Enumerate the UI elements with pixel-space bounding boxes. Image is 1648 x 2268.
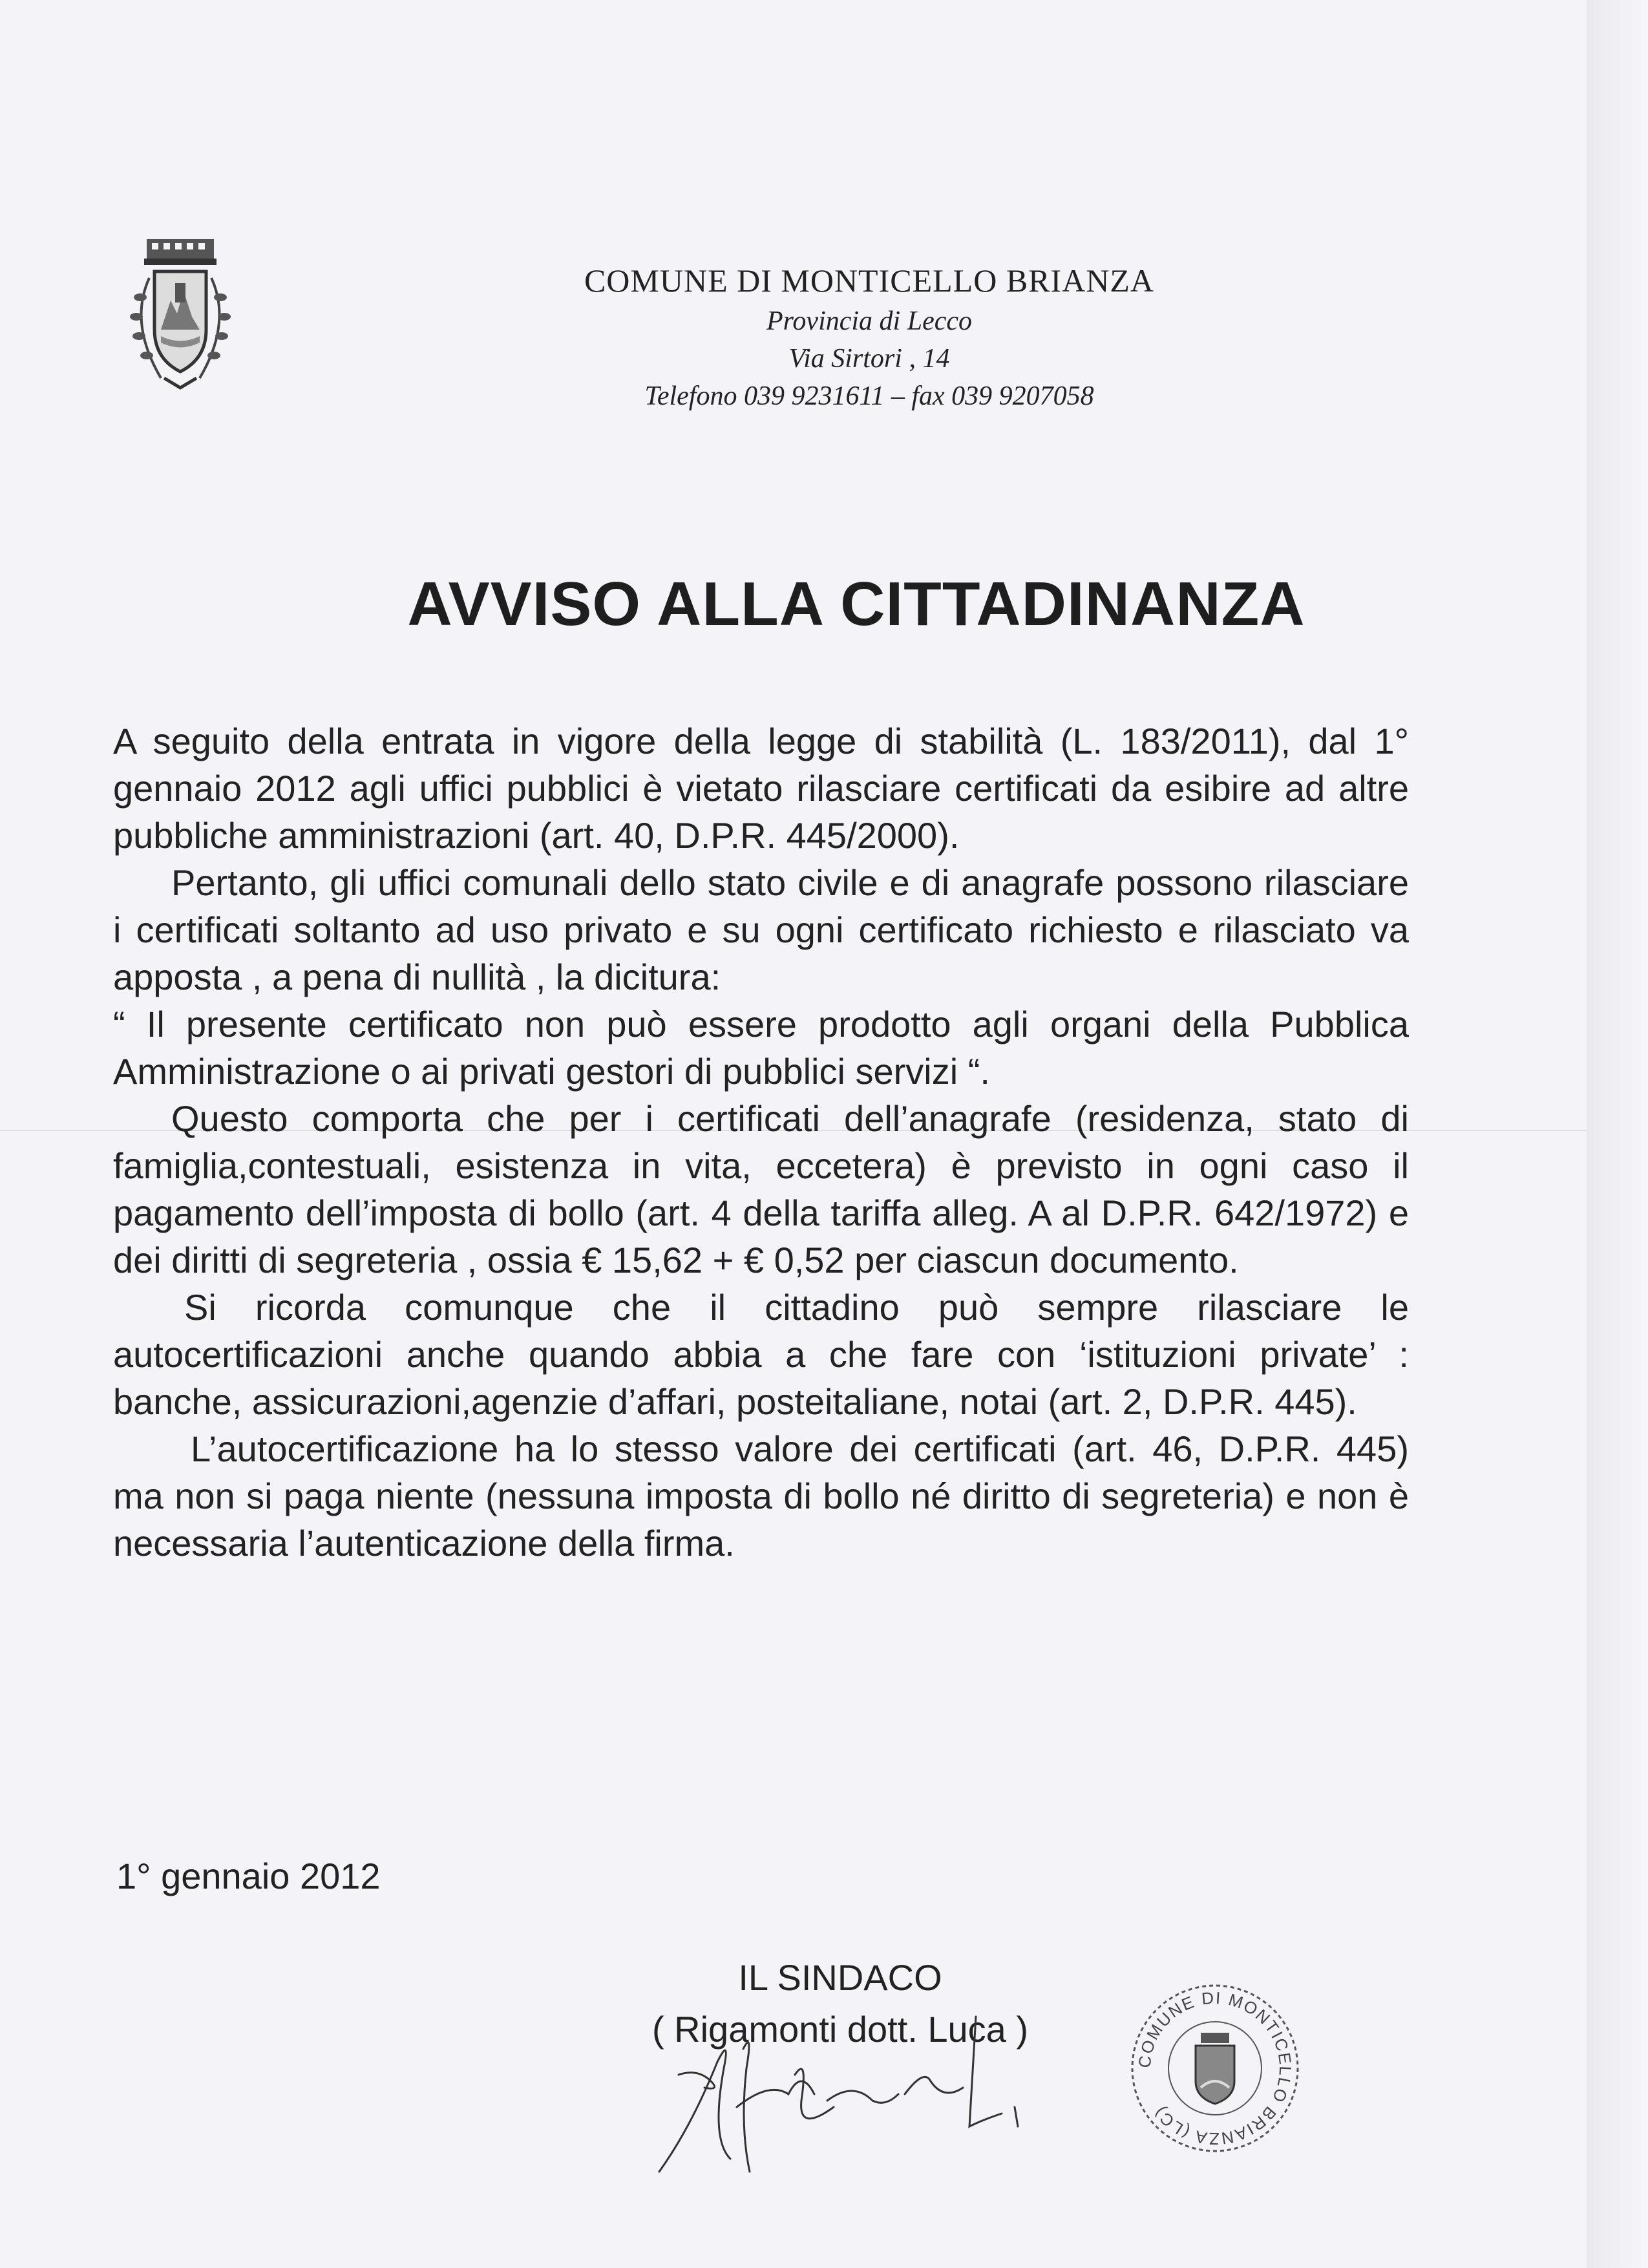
paragraph-4: Si ricorda comunque che il cittadino può sempre rilasciare le autocertificazioni anche quando abbia a che fare con ‘istituzioni private’ : banche, assicurazioni,agenzie d’affari, posteitaliane, notai (art. 2, D.P.R. 445). [113, 1287, 1409, 1422]
notice-title: AVVISO ALLA CITTADINANZA [407, 569, 1305, 639]
page-edge [1587, 0, 1648, 2268]
province: Provincia di Lecco [766, 306, 972, 336]
paragraph-5: L’autocertificazione ha lo stesso valore dei certificati (art. 46, D.P.R. 445) ma non si paga niente (nessuna imposta di bollo né diritto di segreteria) e non è necessaria l’autenticazione della firma. [113, 1428, 1409, 1563]
handwritten-signature-icon [640, 1978, 1041, 2185]
paragraph-2: Pertanto, gli uffici comunali dello stato civile e di anagrafe possono rilasciare i certificati soltanto ad uso privato e su ogni certificato richiesto e rilasciato va apposta , a pena di nullità , la dicitura: [113, 862, 1409, 997]
paragraph-1: A seguito della entrata in vigore della legge di stabilità (L. 183/2011), dal 1° gennaio 2012 agli uffici pubblici è vietato rilasciare certificati da esibire ad altre pubbliche amministrazioni (art. 40, D.P.R. 445/2000). [113, 721, 1409, 856]
paragraph-quote: “ Il presente certificato non può essere prodotto agli organi della Pubblica Amministrazione o ai privati gestori di pubblici servizi “. [113, 1004, 1409, 1092]
letterhead [336, 259, 1402, 415]
signatory-name: ( Rigamonti dott. Luca ) [651, 2009, 1029, 2050]
phone-fax: Telefono 039 9231611 – fax 039 9207058 [644, 381, 1094, 411]
official-stamp-icon [1125, 1978, 1305, 2159]
notice-body [113, 717, 1409, 1567]
stamp-text: COMUNE DI MONTICELLO BRIANZA (LC) [1134, 1987, 1296, 2149]
address: Via Sirtori , 14 [788, 344, 950, 374]
paragraph-3: Questo comporta che per i certificati dell’anagrafe (residenza, stato di famiglia,contestuali, esistenza in vita, eccetera) è previsto in ogni caso il pagamento dell’imposta di bollo (art. 4 della tariffa alleg. A al D.P.R. 642/1972) e dei diritti di segreteria , ossia € 15,62 + € 0,52 per ciascun documento. [113, 1098, 1409, 1280]
organization-name: COMUNE DI MONTICELLO BRIANZA [584, 262, 1155, 299]
signatory-role: IL SINDACO [738, 1957, 942, 1998]
municipal-coat-of-arms-icon [115, 233, 246, 397]
notice-date: 1° gennaio 2012 [116, 1856, 381, 1896]
